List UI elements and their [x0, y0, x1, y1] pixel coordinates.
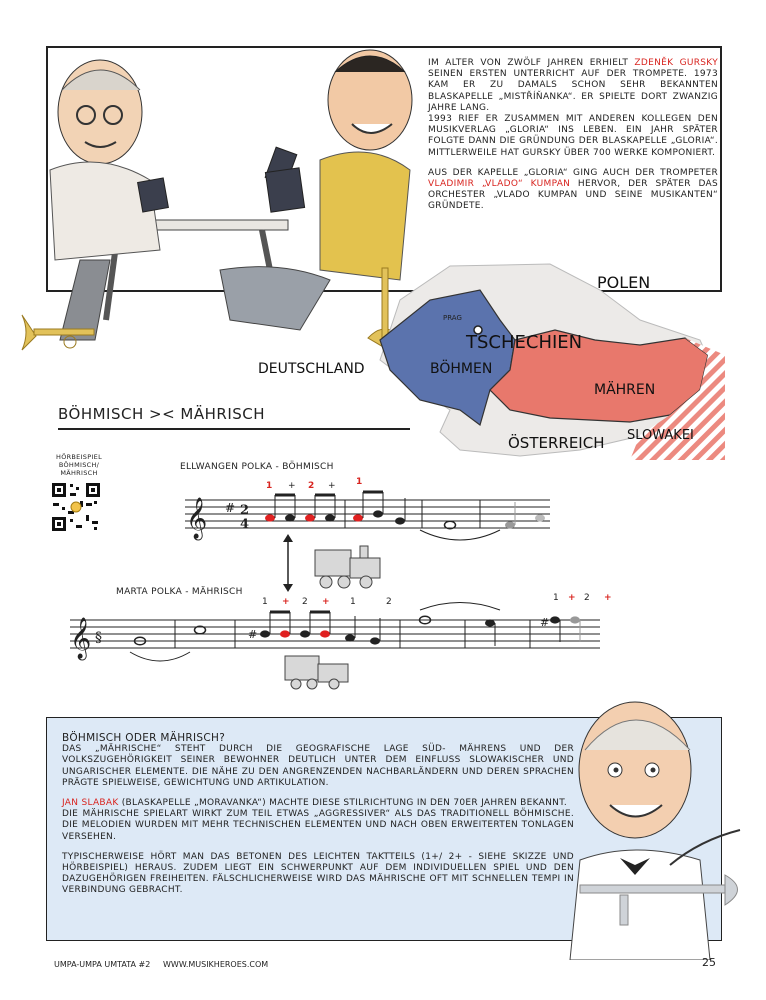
map-label-deutschland: DEUTSCHLAND [258, 361, 365, 377]
count-2: 2 [584, 593, 590, 603]
svg-text:§: § [95, 630, 102, 646]
count-plus: + [568, 593, 576, 603]
map-label-oesterreich: ÖSTERREICH [508, 434, 605, 452]
svg-text:#: # [540, 616, 550, 629]
count-1: 1 [262, 597, 268, 607]
intro-paragraph-1 [428, 58, 718, 159]
count-plus: + [322, 597, 330, 607]
section-divider [58, 428, 410, 430]
svg-text:#: # [225, 501, 236, 515]
count-1: 1 [553, 593, 559, 603]
info-p2-c: DIE MÄHRISCHE SPIELART WIRKT ZUM TEIL ETWAS „AGGRESSIVER“ ALS DAS TRADITIONELL BÖHMISCHE. DIE MELODIEN WURDEN MIT MEHR TECHNISCHEN ELEMENTEN UND NACH OBEN ERWEITERTEN TONLAGEN VERSEHEN. [62, 809, 574, 842]
info-heading: BÖHMISCH ODER MÄHRISCH? [62, 732, 226, 744]
intro-p3-b: HERVOR, DER SPÄTER DAS ORCHESTER „VLADO KUMPAN UND SEINE MUSIKANTEN“ GRÜNDETE. [428, 179, 718, 212]
count-1: 1 [356, 477, 363, 487]
count-plus: + [288, 481, 296, 491]
count-plus: + [604, 593, 612, 603]
intro-p2: 1993 RIEF ER ZUSAMMEN MIT ANDEREN KOLLEGEN DEN MUSIKVERLAG „GLORIA“ INS LEBEN. EIN JAHR SPÄTER FOLGTE DANN DIE GRÜNDUNG DER BLASKAPELLE „GLORIA“. MITTLERWEILE HAT GURSKY ÜBER 700 WERKE KOMPONIERT. [428, 114, 718, 158]
qr-caption: HÖRBEISPIEL BÖHMISCH/ MÄHRISCH [56, 453, 102, 477]
info-text [62, 733, 574, 906]
treble-clef-icon: 𝄞 [186, 498, 208, 539]
map-label-maehren: MÄHREN [594, 382, 656, 398]
name-jan-slabak: JAN SLABAK [62, 798, 119, 809]
info-paragraph-1: DAS „MÄHRISCHE“ STEHT DURCH DIE GEOGRAFISCHE LAGE SÜD- MÄHRENS UND DER VOLKSZUGEHÖRIGKEIT SEINER BEWOHNER DEUTLICH UNTER DEM EINFLUSS SLOWAKISCHER UND UNGARISCHER ELEMENTE. DIE NÄHE ZU DEN ANGRENZENDEN NACHBARLÄNDERN UND DEREN SPRACHEN PRÄGTE SPIELWEISE, GEWICHTUNG UND ARTIKULATION. [62, 744, 574, 788]
song1-title: ELLWANGEN POLKA - BÖHMISCH [180, 462, 334, 472]
info-paragraph-2 [62, 798, 574, 843]
trumpet-player-illustration [540, 690, 760, 960]
name-vlado-kumpan: VLADIMIR „VLADO“ KUMPAN [428, 179, 571, 190]
footer-text: UMPA-UMPA UMTATA #2 WWW.MUSIKHEROES.COM [54, 960, 269, 969]
map-label-slowakei: SLOWAKEI [627, 428, 694, 443]
count-2: 2 [302, 597, 308, 607]
song2-title: MARTA POLKA - MÄHRISCH [116, 587, 243, 597]
map-label-polen: POLEN [597, 273, 651, 292]
name-zdenek-gursky: ZDENĚK GURSKY [634, 58, 718, 68]
svg-text:#: # [248, 628, 258, 641]
intro-p1-a: IM ALTER VON ZWÖLF JAHREN ERHIELT [428, 58, 635, 68]
intro-paragraph-2 [428, 168, 718, 213]
map-label-prag: PRAG [443, 314, 462, 322]
count-1: 1 [350, 597, 356, 607]
count-2: 2 [386, 597, 392, 607]
treble-clef-icon: 𝄞 [70, 618, 92, 659]
count-2: 2 [308, 481, 315, 491]
info-p2-b: (BLASKAPELLE „MORAVANKA“) MACHTE DIESE STILRICHTUNG IN DEN 70ER JAHREN BEKANNT. [118, 798, 568, 809]
map-label-tschechien: TSCHECHIEN [466, 332, 583, 353]
count-plus: + [328, 481, 336, 491]
svg-text:2: 2 [240, 503, 250, 518]
count-1: 1 [266, 481, 273, 491]
count-plus: + [282, 597, 290, 607]
intro-p1-b: SEINEN ERSTEN UNTERRICHT AUF DER TROMPETE. 1973 KAM ER ZU DAMALS SCHON SEHR BEKANNTEN BLASKAPELLE „MISTŘÍŇANKA“. ER SPIELTE DORT ZWANZIG JAHRE LANG. [428, 69, 718, 113]
info-paragraph-3: TYPISCHERWEISE HÖRT MAN DAS BETONEN DES LEICHTEN TAKTTEILS (1+/ 2+ - SIEHE SKIZZE UND HÖRBEISPIEL) HERAUS. ZUDEM LIEGT EIN SCHWERPUNKT AUF DEM INDIVIDUELLEN SPIEL UND DEN DAZUGEHÖRIGEN FREIHEITEN. FÄLSCHLICHERWEISE WIRD DAS MÄHRISCHE OFT MIT SCHNELLEN TEMPI IN VERBINDUNG GEBRACHT. [62, 851, 574, 896]
page-number: 25 [702, 956, 716, 969]
section-title: BÖHMISCH >< MÄHRISCH [58, 405, 266, 423]
map-label-boehmen: BÖHMEN [430, 361, 493, 377]
sheet-music [60, 470, 620, 710]
svg-text:4: 4 [240, 517, 250, 532]
intro-text [428, 58, 718, 222]
intro-p3-a: AUS DER KAPELLE „GLORIA“ GING AUCH DER TROMPETER [428, 167, 718, 178]
